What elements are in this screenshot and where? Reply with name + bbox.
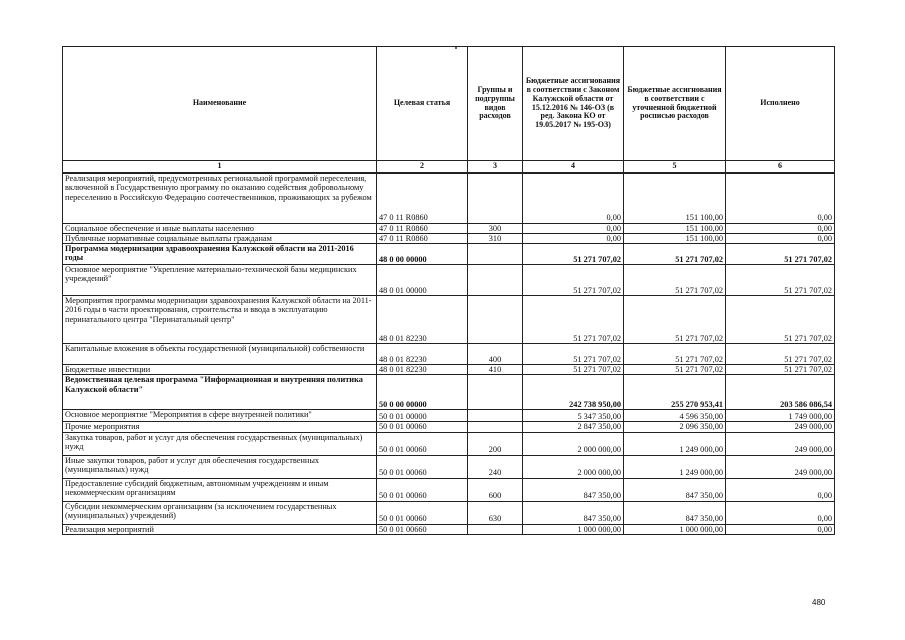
row-expense-group xyxy=(468,244,523,265)
header-executed: Исполнено xyxy=(726,47,835,161)
row-executed-amount: 0,00 xyxy=(726,478,835,501)
header-name: Наименование xyxy=(63,47,377,161)
table-row xyxy=(63,410,835,422)
row-schedule-amount: 51 271 707,02 xyxy=(624,365,726,375)
row-expense-group xyxy=(468,296,523,344)
row-schedule-amount: 51 271 707,02 xyxy=(624,244,726,265)
row-schedule-amount: 4 596 350,00 xyxy=(624,410,726,422)
table-row xyxy=(63,344,835,365)
row-law-amount: 0,00 xyxy=(523,233,624,243)
column-number: 3 xyxy=(468,161,523,174)
table-row xyxy=(63,265,835,296)
table-row xyxy=(63,375,835,410)
row-law-amount: 2 000 000,00 xyxy=(523,432,624,455)
row-expense-group xyxy=(468,410,523,422)
row-schedule-amount: 847 350,00 xyxy=(624,501,726,524)
row-law-amount: 0,00 xyxy=(523,173,624,223)
row-name: Реализация мероприятий, предусмотренных региональной программой переселения, включенной в Государственную программу по оказанию содействия добровольному переселению в Российскую Федерацию соотечественников, проживающих за рубежом xyxy=(63,173,377,223)
table-row xyxy=(63,455,835,478)
row-schedule-amount: 847 350,00 xyxy=(624,478,726,501)
row-law-amount: 2 847 350,00 xyxy=(523,422,624,432)
row-target-code: 50 0 01 00060 xyxy=(377,422,468,432)
row-expense-group xyxy=(468,375,523,410)
row-target-code: 50 0 00 00000 xyxy=(377,375,468,410)
row-law-amount: 0,00 xyxy=(523,223,624,233)
row-schedule-amount: 151 100,00 xyxy=(624,233,726,243)
row-name: Публичные нормативные социальные выплаты гражданам xyxy=(63,233,377,243)
row-target-code: 50 0 01 00660 xyxy=(377,524,468,534)
row-schedule-amount: 51 271 707,02 xyxy=(624,265,726,296)
row-target-code: 50 0 01 00060 xyxy=(377,501,468,524)
row-name: Основное мероприятие "Мероприятия в сфере внутренней политики" xyxy=(63,410,377,422)
row-target-code: 47 0 11 R0860 xyxy=(377,173,468,223)
row-name: Ведомственная целевая программа "Информационная и внутренняя политика Калужской области" xyxy=(63,375,377,410)
column-number: 5 xyxy=(624,161,726,174)
budget-sheet xyxy=(62,46,834,535)
row-expense-group: 400 xyxy=(468,344,523,365)
row-schedule-amount: 1 249 000,00 xyxy=(624,455,726,478)
row-name: Реализация мероприятий xyxy=(63,524,377,534)
table-row xyxy=(63,478,835,501)
table-row xyxy=(63,432,835,455)
row-schedule-amount: 51 271 707,02 xyxy=(624,344,726,365)
row-target-code: 50 0 01 00060 xyxy=(377,478,468,501)
row-schedule-amount: 1 000 000,00 xyxy=(624,524,726,534)
table-row xyxy=(63,223,835,233)
row-target-code: 50 0 01 00060 xyxy=(377,432,468,455)
row-name: Социальное обеспечение и иные выплаты населению xyxy=(63,223,377,233)
table-row xyxy=(63,422,835,432)
row-executed-amount: 249 000,00 xyxy=(726,432,835,455)
row-name: Закупка товаров, работ и услуг для обеспечения государственных (муниципальных) нужд xyxy=(63,432,377,455)
row-name: Бюджетные инвестиции xyxy=(63,365,377,375)
row-expense-group: 410 xyxy=(468,365,523,375)
row-expense-group: 300 xyxy=(468,223,523,233)
row-schedule-amount: 151 100,00 xyxy=(624,223,726,233)
column-number: 6 xyxy=(726,161,835,174)
row-executed-amount: 51 271 707,02 xyxy=(726,365,835,375)
row-name: Капитальные вложения в объекты государственной (муниципальной) собственности xyxy=(63,344,377,365)
row-expense-group: 200 xyxy=(468,432,523,455)
row-target-code: 48 0 01 82230 xyxy=(377,344,468,365)
row-target-code: 48 0 01 00000 xyxy=(377,265,468,296)
row-name: Иные закупки товаров, работ и услуг для обеспечения государственных (муниципальных) нужд xyxy=(63,455,377,478)
table-row xyxy=(63,233,835,243)
row-name: Субсидии некоммерческим организациям (за исключением государственных (муниципальных) учреждений) xyxy=(63,501,377,524)
row-law-amount: 51 271 707,02 xyxy=(523,244,624,265)
row-executed-amount: 249 000,00 xyxy=(726,422,835,432)
row-executed-amount: 0,00 xyxy=(726,223,835,233)
row-schedule-amount: 51 271 707,02 xyxy=(624,296,726,344)
header-schedule-allocations: Бюджетные ассигнования в соответствии с уточненной бюджетной росписью расходов xyxy=(624,47,726,161)
row-target-code: 50 0 01 00060 xyxy=(377,455,468,478)
table-row xyxy=(63,365,835,375)
row-law-amount: 51 271 707,02 xyxy=(523,296,624,344)
table-row xyxy=(63,296,835,344)
row-expense-group: 310 xyxy=(468,233,523,243)
row-executed-amount: 51 271 707,02 xyxy=(726,344,835,365)
row-expense-group: 630 xyxy=(468,501,523,524)
row-name: Мероприятия программы модернизации здравоохранения Калужской области на 2011-2016 годы в части проектирования, строительства и ввода в эксплуатацию перинатального центра "Перинатальный центр" xyxy=(63,296,377,344)
row-target-code: 47 0 11 R0860 xyxy=(377,223,468,233)
column-number-row xyxy=(63,161,835,174)
row-schedule-amount: 255 270 953,41 xyxy=(624,375,726,410)
row-target-code: 48 0 01 82230 xyxy=(377,296,468,344)
row-law-amount: 51 271 707,02 xyxy=(523,365,624,375)
header-expense-groups: Группы и подгруппы видов расходов xyxy=(468,47,523,161)
row-schedule-amount: 1 249 000,00 xyxy=(624,432,726,455)
row-expense-group: 600 xyxy=(468,478,523,501)
row-target-code: 50 0 01 00000 xyxy=(377,410,468,422)
row-law-amount: 51 271 707,02 xyxy=(523,344,624,365)
row-law-amount: 5 347 350,00 xyxy=(523,410,624,422)
row-expense-group: 240 xyxy=(468,455,523,478)
row-expense-group xyxy=(468,173,523,223)
row-executed-amount: 249 000,00 xyxy=(726,455,835,478)
header-row xyxy=(63,47,835,161)
row-executed-amount: 0,00 xyxy=(726,173,835,223)
row-executed-amount: 203 586 086,54 xyxy=(726,375,835,410)
header-law-allocations: Бюджетные ассигнования в соответствии с Законом Калужской области от 15.12.2016 № 146-ОЗ (в ред. Закона КО от 19.05.2017 № 195-ОЗ) xyxy=(523,47,624,161)
table-row xyxy=(63,501,835,524)
row-schedule-amount: 2 096 350,00 xyxy=(624,422,726,432)
row-law-amount: 1 000 000,00 xyxy=(523,524,624,534)
row-name: Основное мероприятие "Укрепление материально-технической базы медицинских учреждений" xyxy=(63,265,377,296)
row-law-amount: 847 350,00 xyxy=(523,478,624,501)
row-target-code: 48 0 01 82230 xyxy=(377,365,468,375)
row-target-code: 47 0 11 R0860 xyxy=(377,233,468,243)
page-number: 480 xyxy=(812,598,826,607)
row-executed-amount: 0,00 xyxy=(726,524,835,534)
row-law-amount: 847 350,00 xyxy=(523,501,624,524)
column-number: 4 xyxy=(523,161,624,174)
table-row xyxy=(63,524,835,534)
row-name: Прочие мероприятия xyxy=(63,422,377,432)
row-executed-amount: 1 749 000,00 xyxy=(726,410,835,422)
row-executed-amount: 51 271 707,02 xyxy=(726,244,835,265)
row-executed-amount: 0,00 xyxy=(726,501,835,524)
row-executed-amount: 51 271 707,02 xyxy=(726,296,835,344)
header-target-article: Целевая статья xyxy=(377,47,468,161)
row-expense-group xyxy=(468,265,523,296)
row-law-amount: 242 738 950,00 xyxy=(523,375,624,410)
table-row xyxy=(63,173,835,223)
column-number: 1 xyxy=(63,161,377,174)
row-expense-group xyxy=(468,422,523,432)
row-expense-group xyxy=(468,524,523,534)
budget-table xyxy=(62,46,835,535)
row-executed-amount: 0,00 xyxy=(726,233,835,243)
table-row xyxy=(63,244,835,265)
row-law-amount: 51 271 707,02 xyxy=(523,265,624,296)
table-body xyxy=(63,173,835,534)
row-schedule-amount: 151 100,00 xyxy=(624,173,726,223)
row-law-amount: 2 000 000,00 xyxy=(523,455,624,478)
row-executed-amount: 51 271 707,02 xyxy=(726,265,835,296)
row-name: Программа модернизации здравоохранения Калужской области на 2011-2016 годы xyxy=(63,244,377,265)
row-target-code: 48 0 00 00000 xyxy=(377,244,468,265)
column-number: 2 xyxy=(377,161,468,174)
row-name: Предоставление субсидий бюджетным, автономным учреждениям и иным некоммерческим организациям xyxy=(63,478,377,501)
